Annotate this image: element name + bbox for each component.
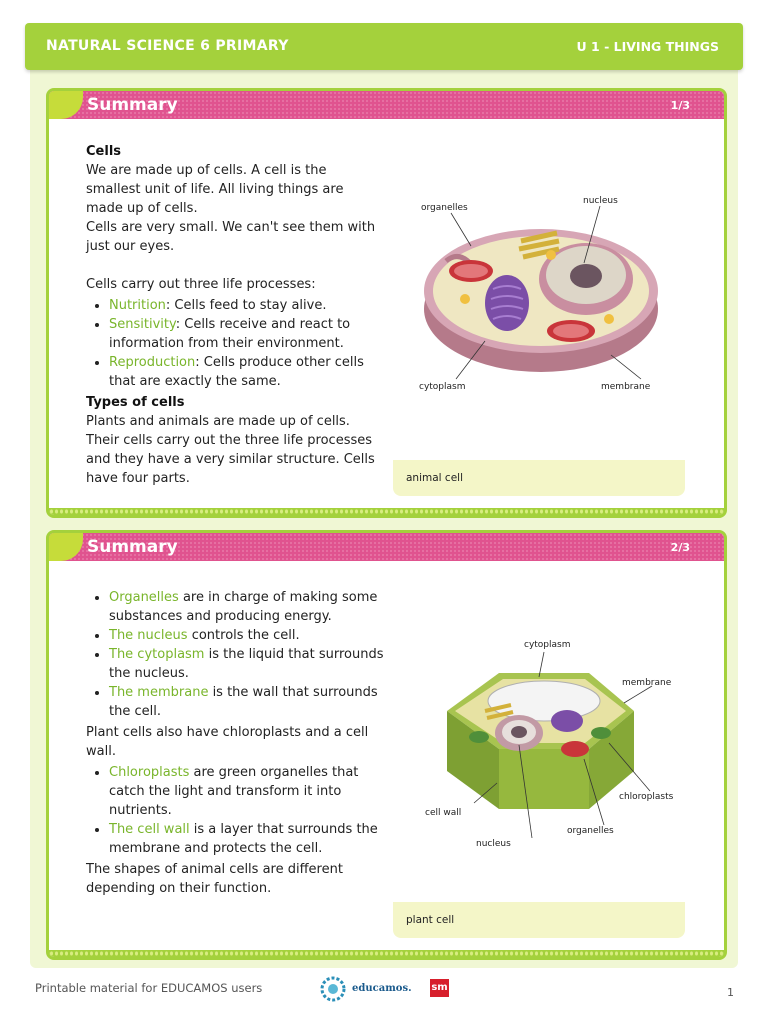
sm-logo-badge: sm xyxy=(430,979,449,997)
list-item xyxy=(109,820,386,858)
term-description: : Cells feed to stay alive. xyxy=(165,298,327,313)
summary-title: Summary xyxy=(87,95,178,115)
dotted-footer-band xyxy=(49,950,724,957)
summary-text-2 xyxy=(86,586,386,898)
footer-text: Printable material for EDUCAMOS users xyxy=(35,981,263,995)
summary-card-2 xyxy=(46,530,727,960)
cells-heading: Cells xyxy=(86,144,122,159)
term-description: : Cells receive and react to information from their environment. xyxy=(109,317,351,351)
label-membrane: membrane xyxy=(601,382,651,392)
image-caption xyxy=(393,902,685,938)
label-organelles: organelles xyxy=(567,826,614,836)
term: The nucleus xyxy=(109,628,188,643)
list-item xyxy=(109,645,386,683)
term: Nutrition xyxy=(109,298,166,313)
label-cell-wall: cell wall xyxy=(425,808,462,818)
list-item xyxy=(109,353,381,391)
label-organelles: organelles xyxy=(421,203,468,213)
term-description: : Cells produce other cells that are exactly the same. xyxy=(109,355,364,389)
caption-text: animal cell xyxy=(406,472,463,484)
term: Reproduction xyxy=(109,355,196,370)
summary-card-1 xyxy=(46,88,727,518)
animal-cell-illustration xyxy=(401,191,681,396)
life-processes-list xyxy=(86,296,381,391)
caption-text: plant cell xyxy=(406,914,455,926)
page-number: 1 xyxy=(727,986,734,999)
list-item xyxy=(109,683,386,721)
plant-parts-list xyxy=(86,763,386,858)
list-item xyxy=(109,626,386,645)
types-heading: Types of cells xyxy=(86,395,185,410)
term-description: are green organelles that catch the light and transform it into nutrients. xyxy=(109,765,359,818)
list-item xyxy=(109,588,386,626)
term: Organelles xyxy=(109,590,179,605)
term-description: is the liquid that surrounds the nucleus. xyxy=(109,647,384,681)
term: The cell wall xyxy=(109,822,190,837)
label-cytoplasm: cytoplasm xyxy=(524,640,571,650)
label-nucleus: nucleus xyxy=(476,839,511,849)
summary-page-indicator: 2/3 xyxy=(670,541,690,554)
image-caption xyxy=(393,460,685,496)
list-item xyxy=(109,315,381,353)
plant-cell-illustration xyxy=(419,633,679,858)
label-nucleus: nucleus xyxy=(583,196,618,206)
paragraph: Cells are very small. We can't see them with just our eyes. xyxy=(86,220,376,254)
summary-text-1 xyxy=(86,142,381,488)
paragraph: Cells carry out three life processes: xyxy=(86,277,316,292)
cell-parts-list xyxy=(86,588,386,721)
unit-title: U 1 - LIVING THINGS xyxy=(576,39,719,54)
dotted-footer-band xyxy=(49,508,724,515)
term-description: is a layer that surrounds the membrane and protects the cell. xyxy=(109,822,378,856)
term: Chloroplasts xyxy=(109,765,190,780)
list-item xyxy=(109,763,386,820)
educamos-logo-icon xyxy=(318,975,348,1003)
term: The membrane xyxy=(109,685,209,700)
summary-page-indicator: 1/3 xyxy=(670,99,690,112)
term-description: are in charge of making some substances and producing energy. xyxy=(109,590,378,624)
label-cytoplasm: cytoplasm xyxy=(419,382,466,392)
paragraph: We are made up of cells. A cell is the smallest unit of life. All living things are made up of cells. xyxy=(86,163,344,216)
list-item xyxy=(109,296,381,315)
paragraph: Plant cells also have chloroplasts and a cell wall. xyxy=(86,725,369,759)
spacer xyxy=(86,256,381,275)
paragraph: The shapes of animal cells are different depending on their function. xyxy=(86,862,343,896)
summary-title: Summary xyxy=(87,537,178,557)
subject-title: NATURAL SCIENCE 6 PRIMARY xyxy=(46,38,289,54)
paragraph: Plants and animals are made up of cells. Their cells carry out the three life processes and they have a very similar structure. Cells have four parts. xyxy=(86,414,375,486)
term: Sensitivity xyxy=(109,317,176,332)
educamos-logo-text: educamos. xyxy=(352,983,412,994)
term-description: is the wall that surrounds the cell. xyxy=(109,685,378,719)
page-header xyxy=(25,23,743,70)
label-chloroplasts: chloroplasts xyxy=(619,792,674,802)
label-membrane: membrane xyxy=(622,678,672,688)
term: The cytoplasm xyxy=(109,647,205,662)
term-description: controls the cell. xyxy=(187,628,300,643)
